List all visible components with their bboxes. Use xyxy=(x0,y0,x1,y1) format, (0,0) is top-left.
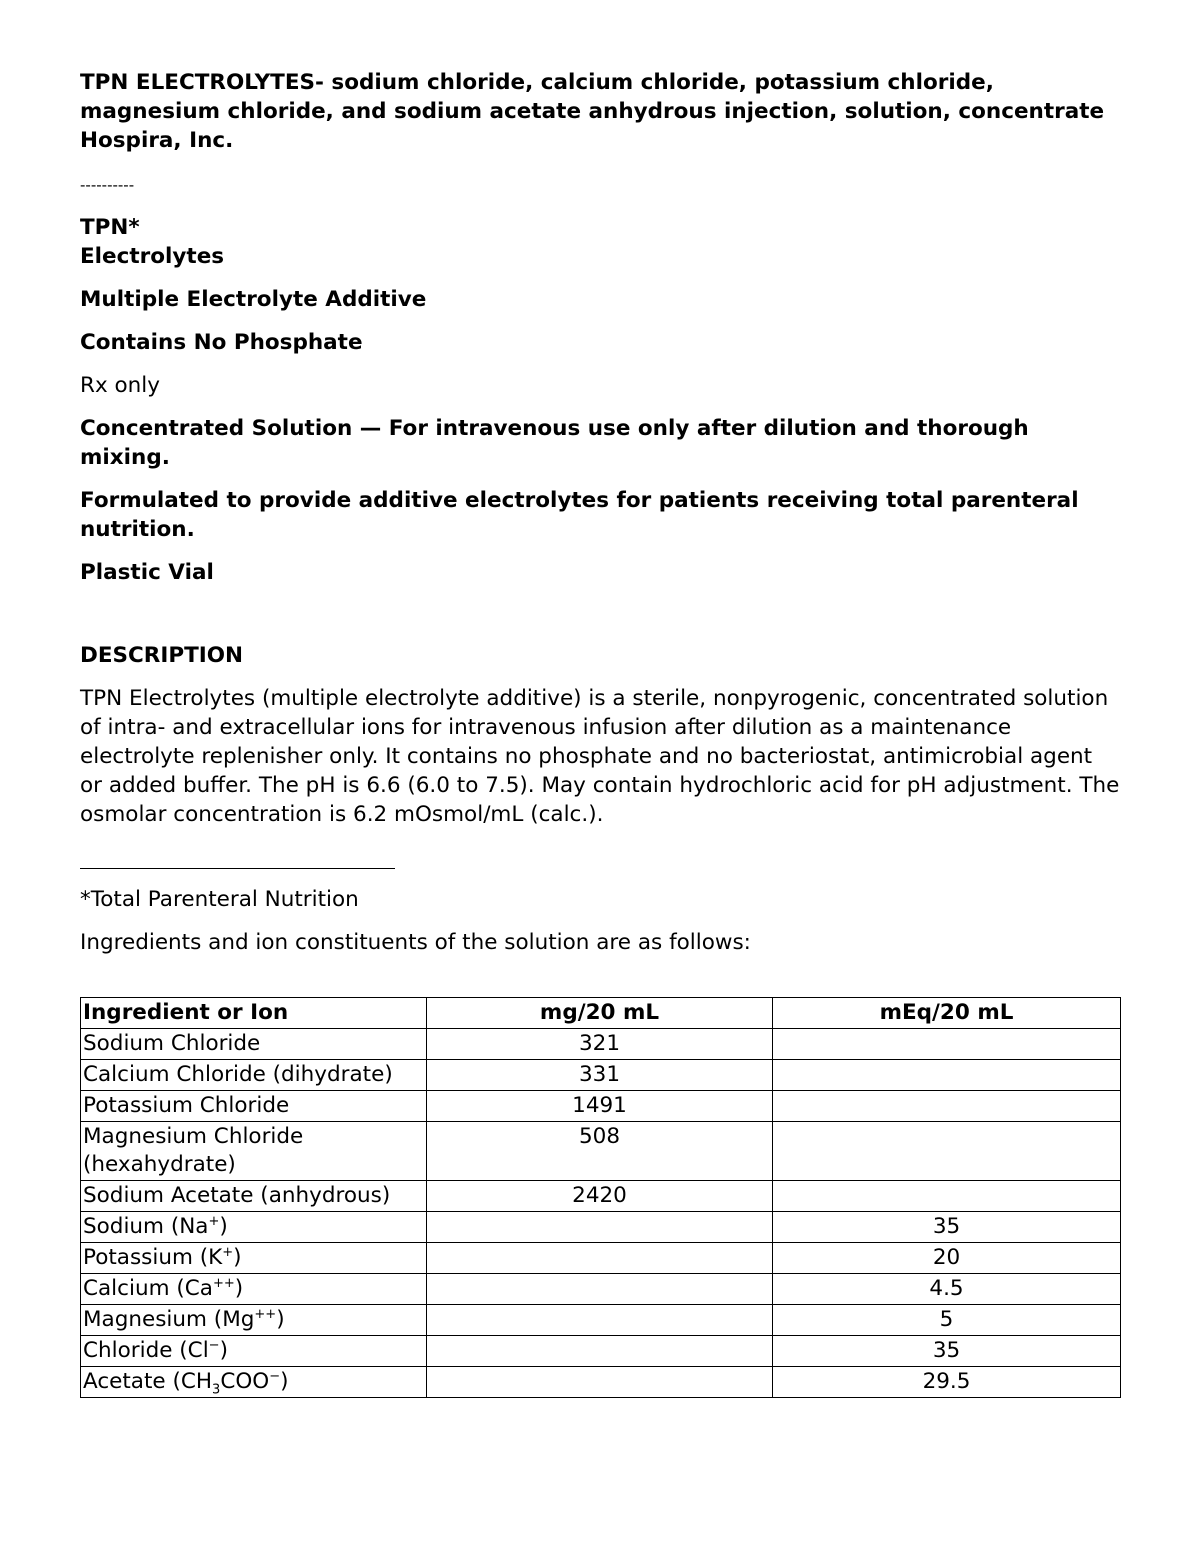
ingredient-cell xyxy=(81,1367,427,1398)
table-row xyxy=(81,1122,1121,1181)
mg-cell xyxy=(427,1305,773,1336)
document-page xyxy=(80,68,1120,1398)
product-subtitle: Multiple Electrolyte Additive xyxy=(80,287,427,312)
ingredient-cell xyxy=(81,1212,427,1243)
meq-cell: 35 xyxy=(773,1212,1121,1243)
meq-cell xyxy=(773,1091,1121,1122)
ion-close: ) xyxy=(219,1338,228,1363)
ingredient-cell: Magnesium Chloride (hexahydrate) xyxy=(81,1122,427,1181)
mg-cell xyxy=(427,1336,773,1367)
table-row xyxy=(81,1181,1121,1212)
header-meq: mEq/20 mL xyxy=(773,998,1121,1029)
ion-name: Magnesium (Mg xyxy=(83,1307,255,1332)
meq-cell xyxy=(773,1122,1121,1181)
ingredient-cell xyxy=(81,1274,427,1305)
mg-cell: 2420 xyxy=(427,1181,773,1212)
ion-charge: ++ xyxy=(254,1306,277,1322)
ion-charge: + xyxy=(222,1244,234,1260)
header-ingredient: Ingredient or Ion xyxy=(81,998,427,1029)
ion-name-rest: COO xyxy=(220,1369,270,1394)
footnote: *Total Parenteral Nutrition xyxy=(80,887,359,912)
ion-subscript: 3 xyxy=(212,1382,221,1398)
ion-name: Calcium (Ca xyxy=(83,1276,213,1301)
table-intro: Ingredients and ion constituents of the solution are as follows: xyxy=(80,930,751,955)
formulation-statement: Formulated to provide additive electrolytes for patients receiving total parenteral nutrition. xyxy=(80,488,1079,542)
meq-cell xyxy=(773,1029,1121,1060)
meq-cell: 29.5 xyxy=(773,1367,1121,1398)
ingredient-cell: Sodium Acetate (anhydrous) xyxy=(81,1181,427,1212)
ion-close: ) xyxy=(233,1245,242,1270)
document-title: TPN ELECTROLYTES- sodium chloride, calcium chloride, potassium chloride, magnesium chloride, and sodium acetate anhydrous injection, solution, concentrate xyxy=(80,70,1105,124)
description-body: TPN Electrolytes (multiple electrolyte additive) is a sterile, nonpyrogenic, concentrated solution of intra- and extracellular ions for intravenous infusion after dilution as a maintenance electrolyte replenisher only. It contains no phosphate and no bacteriostat, antimicrobial agent or added buffer. The pH is 6.6 (6.0 to 7.5). May contain hydrochloric acid for pH adjustment. The osmolar concentration is 6.2 mOsmol/mL (calc.). xyxy=(80,686,1120,827)
ingredient-cell xyxy=(81,1305,427,1336)
ion-charge: − xyxy=(269,1368,281,1384)
ion-charge: + xyxy=(208,1213,220,1229)
separator-dashes: ---------- xyxy=(80,176,135,194)
ion-name: Chloride (Cl xyxy=(83,1338,209,1363)
ion-close: ) xyxy=(234,1276,244,1301)
ion-close: ) xyxy=(219,1214,228,1239)
ion-charge: ++ xyxy=(212,1275,235,1291)
mg-cell: 508 xyxy=(427,1122,773,1181)
table-row xyxy=(81,1029,1121,1060)
mg-cell xyxy=(427,1243,773,1274)
mg-cell xyxy=(427,1274,773,1305)
ion-close: ) xyxy=(280,1369,289,1394)
meq-cell: 20 xyxy=(773,1243,1121,1274)
table-row xyxy=(81,1212,1121,1243)
table-row xyxy=(81,1060,1121,1091)
table-header-row xyxy=(81,998,1121,1029)
ion-close: ) xyxy=(276,1307,285,1332)
meq-cell: 35 xyxy=(773,1336,1121,1367)
mg-cell: 321 xyxy=(427,1029,773,1060)
table-row xyxy=(81,1091,1121,1122)
meq-cell: 5 xyxy=(773,1305,1121,1336)
footnote-rule xyxy=(80,868,395,869)
product-name-line2: Electrolytes xyxy=(80,244,225,269)
table-row xyxy=(81,1243,1121,1274)
meq-cell xyxy=(773,1181,1121,1212)
table-row xyxy=(81,1336,1121,1367)
ingredient-cell: Calcium Chloride (dihydrate) xyxy=(81,1060,427,1091)
ingredient-cell xyxy=(81,1336,427,1367)
mg-cell xyxy=(427,1367,773,1398)
company-name: Hospira, Inc. xyxy=(80,128,234,153)
concentrated-warning: Concentrated Solution — For intravenous use only after dilution and thorough mixing. xyxy=(80,416,1029,470)
rx-only: Rx only xyxy=(80,373,160,398)
ingredient-cell: Sodium Chloride xyxy=(81,1029,427,1060)
table-row xyxy=(81,1305,1121,1336)
no-phosphate-statement: Contains No Phosphate xyxy=(80,330,363,355)
header-mg: mg/20 mL xyxy=(427,998,773,1029)
ion-name: Sodium (Na xyxy=(83,1214,209,1239)
container-type: Plastic Vial xyxy=(80,560,214,585)
product-name-line1: TPN* xyxy=(80,215,140,240)
mg-cell: 331 xyxy=(427,1060,773,1091)
ion-name: Acetate (CH xyxy=(83,1369,213,1394)
ion-name: Potassium (K xyxy=(83,1245,223,1270)
meq-cell: 4.5 xyxy=(773,1274,1121,1305)
ingredient-cell: Potassium Chloride xyxy=(81,1091,427,1122)
mg-cell xyxy=(427,1212,773,1243)
description-heading: DESCRIPTION xyxy=(80,643,244,668)
ingredient-cell xyxy=(81,1243,427,1274)
mg-cell: 1491 xyxy=(427,1091,773,1122)
table-row xyxy=(81,1274,1121,1305)
table-row xyxy=(81,1367,1121,1398)
ion-charge: − xyxy=(208,1337,220,1353)
meq-cell xyxy=(773,1060,1121,1091)
ingredients-table xyxy=(80,997,1121,1398)
